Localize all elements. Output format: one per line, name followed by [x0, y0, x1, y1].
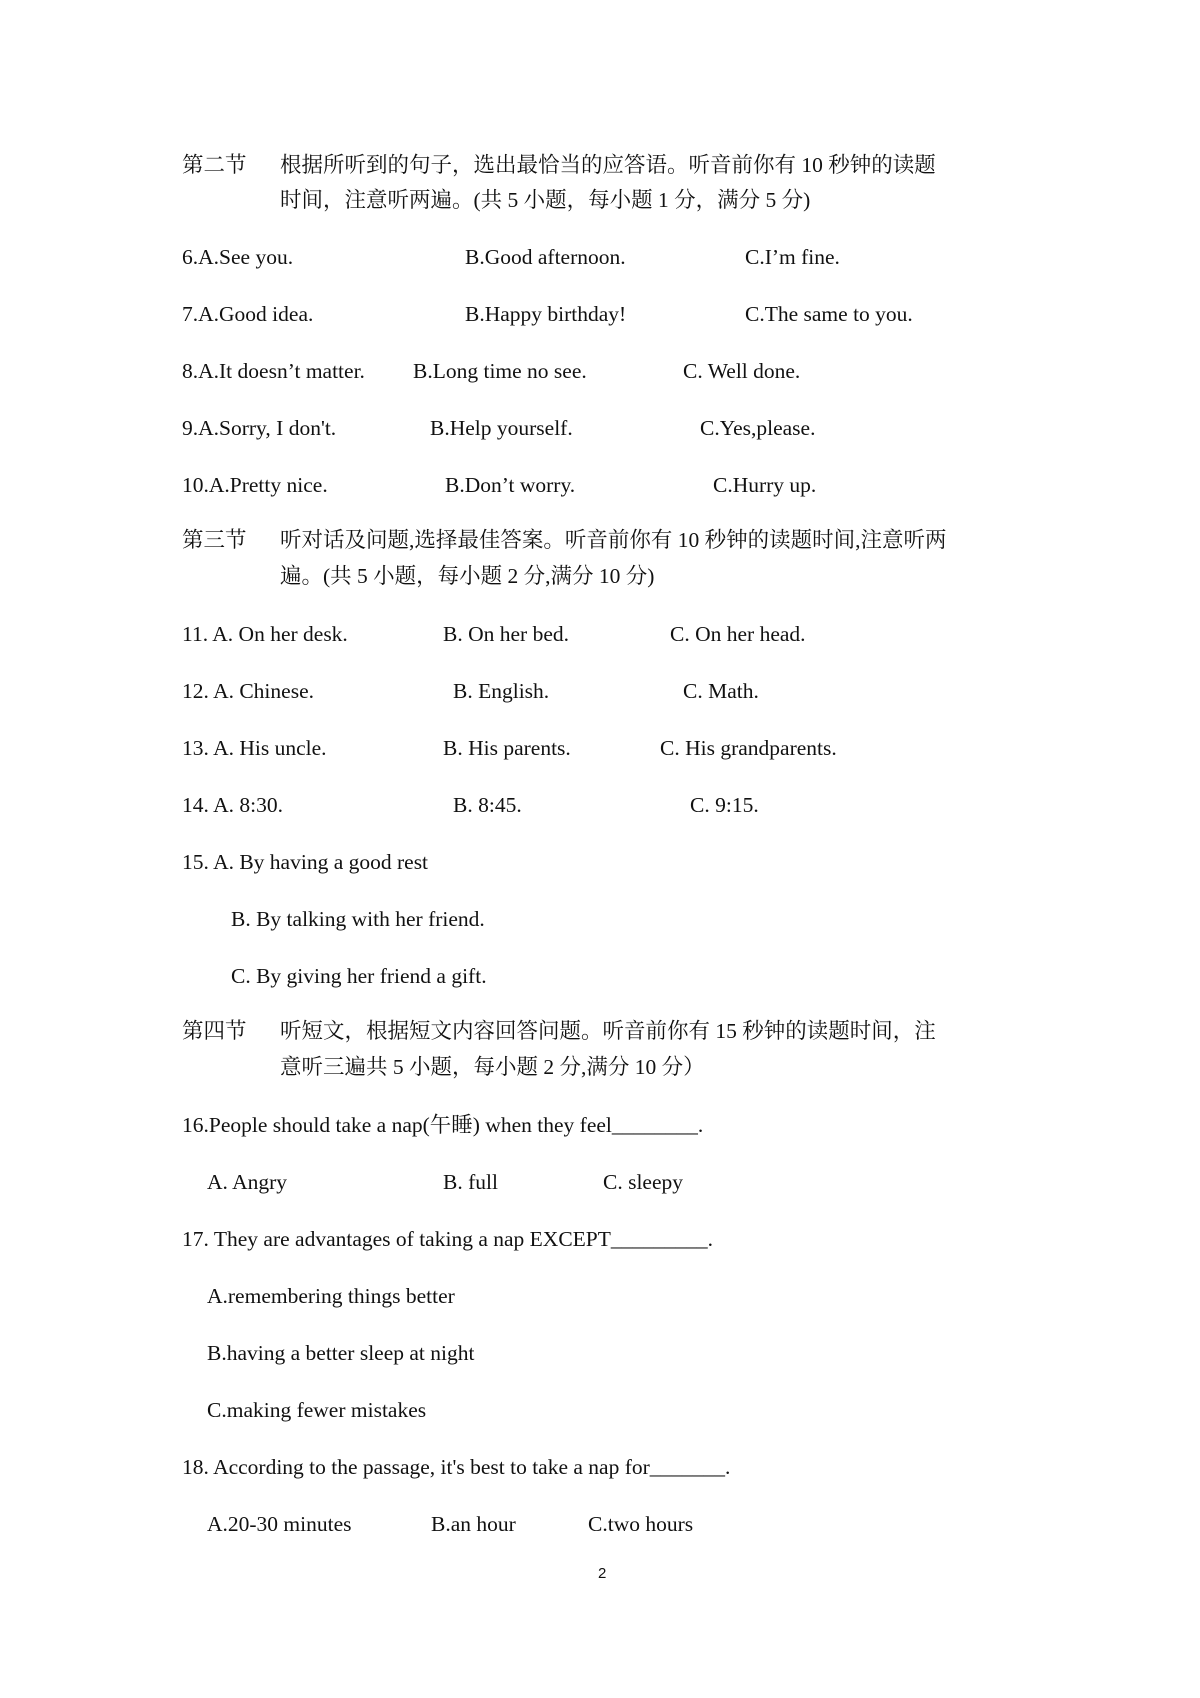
q15-option-c: C. By giving her friend a gift. — [231, 964, 487, 988]
q15-option-a: 15. A. By having a good rest — [182, 850, 429, 874]
q15-option-b: B. By talking with her friend. — [231, 907, 485, 931]
q11-option-b: B. On her bed. — [443, 622, 569, 646]
q17-option-b: B.having a better sleep at night — [207, 1341, 475, 1365]
q10-option-c: C.Hurry up. — [713, 473, 817, 497]
q12-option-a: 12. A. Chinese. — [182, 679, 314, 703]
section-3-instructions-line1: 听对话及问题,选择最佳答案。听音前你有 10 秒钟的读题时间,注意听两 — [280, 528, 947, 552]
q8-option-a: 8.A.It doesn’t matter. — [182, 359, 365, 383]
q18-option-a: A.20-30 minutes — [207, 1512, 352, 1536]
section-4-instructions-line2: 意听三遍共 5 小题，每小题 2 分,满分 10 分） — [280, 1055, 705, 1079]
q9-option-c: C.Yes,please. — [700, 416, 816, 440]
section-2-title: 第二节 — [182, 153, 247, 177]
q12-option-c: C. Math. — [683, 679, 759, 703]
q6-option-c: C.I’m fine. — [745, 245, 840, 269]
q17-stem: 17. They are advantages of taking a nap EXCEPT_________. — [182, 1227, 714, 1251]
q14-option-b: B. 8:45. — [453, 793, 522, 817]
q13-option-b: B. His parents. — [443, 736, 571, 760]
q13-option-a: 13. A. His uncle. — [182, 736, 327, 760]
q16-option-c: C. sleepy — [603, 1170, 684, 1194]
q8-option-c: C. Well done. — [683, 359, 801, 383]
q11-option-c: C. On her head. — [670, 622, 806, 646]
q16-option-b: B. full — [443, 1170, 498, 1194]
section-3-instructions-line2: 遍。(共 5 小题，每小题 2 分,满分 10 分) — [280, 564, 655, 588]
section-2-instructions-line1: 根据所听到的句子，选出最恰当的应答语。听音前你有 10 秒钟的读题 — [280, 153, 936, 177]
q6-option-a: 6.A.See you. — [182, 245, 294, 269]
q14-option-a: 14. A. 8:30. — [182, 793, 283, 817]
q7-option-a: 7.A.Good idea. — [182, 302, 314, 326]
section-3-title: 第三节 — [182, 528, 247, 552]
section-4-title: 第四节 — [182, 1019, 247, 1043]
q17-option-a: A.remembering things better — [207, 1284, 455, 1308]
section-4-instructions-line1: 听短文，根据短文内容回答问题。听音前你有 15 秒钟的读题时间，注 — [280, 1019, 936, 1043]
q14-option-c: C. 9:15. — [690, 793, 759, 817]
q7-option-c: C.The same to you. — [745, 302, 913, 326]
section-2-instructions-line2: 时间，注意听两遍。(共 5 小题，每小题 1 分，满分 5 分) — [280, 188, 811, 212]
q7-option-b: B.Happy birthday! — [465, 302, 627, 326]
q16-stem: 16.People should take a nap(午睡) when they feel________. — [182, 1113, 704, 1137]
q18-option-b: B.an hour — [431, 1512, 516, 1536]
q8-option-b: B.Long time no see. — [413, 359, 587, 383]
q11-option-a: 11. A. On her desk. — [182, 622, 348, 646]
q13-option-c: C. His grandparents. — [660, 736, 837, 760]
q10-option-b: B.Don’t worry. — [445, 473, 576, 497]
q17-option-c: C.making fewer mistakes — [207, 1398, 427, 1422]
q12-option-b: B. English. — [453, 679, 550, 703]
page-number: 2 — [598, 1565, 607, 1582]
q9-option-a: 9.A.Sorry, I don't. — [182, 416, 337, 440]
q18-stem: 18. According to the passage, it's best to take a nap for_______. — [182, 1455, 731, 1479]
q9-option-b: B.Help yourself. — [430, 416, 573, 440]
q16-option-a: A. Angry — [207, 1170, 288, 1194]
q10-option-a: 10.A.Pretty nice. — [182, 473, 328, 497]
q18-option-c: C.two hours — [588, 1512, 694, 1536]
q6-option-b: B.Good afternoon. — [465, 245, 626, 269]
